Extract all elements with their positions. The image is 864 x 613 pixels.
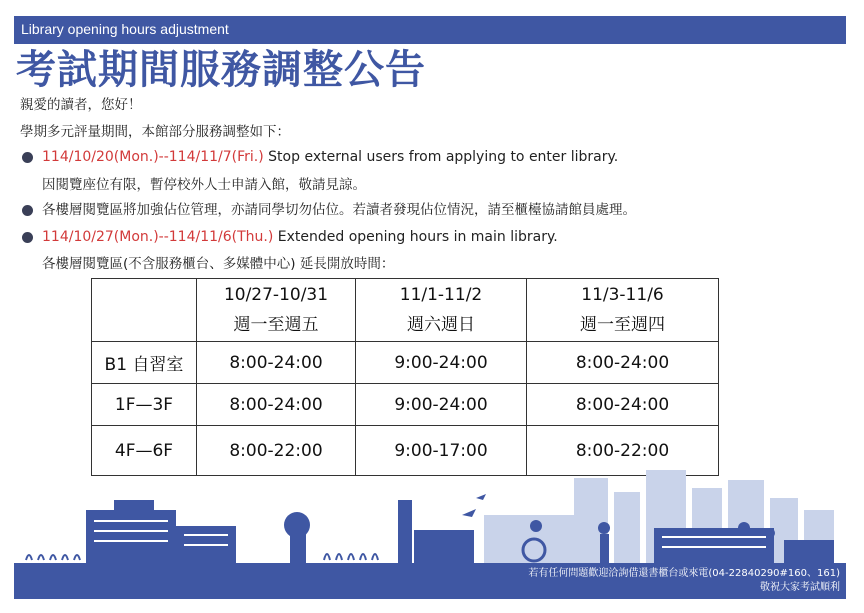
notice-text-2: 各樓層閱覽區將加強佔位管理，亦請同學切勿佔位。若讀者發現佔位情況，請至櫃檯協請館員處理。 (42, 202, 636, 218)
campus-skyline-illustration (14, 470, 846, 565)
notice-sub-3: 各樓層閱覽區(不含服務櫃台、多媒體中心) 延長開放時間： (42, 256, 395, 272)
hours-cell: 8:00-24:00 (197, 342, 356, 384)
notice-text-3: Extended opening hours in main library. (273, 229, 558, 245)
notice-text-1: Stop external users from applying to enter library. (263, 149, 619, 165)
opening-hours-table (91, 278, 719, 476)
column-days: 週六週日 (407, 315, 475, 335)
greeting: 親愛的讀者，您好！ (20, 97, 142, 113)
row-label: B1 自習室 (92, 342, 197, 384)
hours-cell: 9:00-17:00 (356, 426, 527, 476)
bullet-icon (22, 152, 33, 163)
notice-date-3: 114/10/27(Mon.)--114/11/6(Thu.) (42, 229, 274, 245)
hours-cell: 9:00-24:00 (356, 342, 527, 384)
header-bar (14, 16, 846, 44)
notice-item-1 (42, 148, 618, 166)
hours-cell: 8:00-24:00 (527, 384, 719, 426)
column-dates: 11/1-11/2 (399, 285, 483, 305)
table-header-cell (356, 279, 527, 342)
footer-contact-text: 若有任何問題歡迎洽詢借還書櫃台或來電(04-22840290#160、161) (528, 568, 840, 579)
table-row (92, 342, 719, 384)
hours-cell: 9:00-24:00 (356, 384, 527, 426)
hours-cell: 8:00-24:00 (527, 342, 719, 384)
column-dates: 10/27-10/31 (223, 285, 329, 305)
column-days: 週一至週四 (580, 315, 665, 335)
column-days: 週一至週五 (233, 315, 319, 335)
bullet-icon (22, 205, 33, 216)
notice-sub-1: 因閱覽座位有限，暫停校外人士申請入館，敬請見諒。 (42, 177, 366, 193)
table-row (92, 426, 719, 476)
table-row (92, 384, 719, 426)
bullet-icon (22, 232, 33, 243)
column-dates: 11/3-11/6 (581, 285, 664, 305)
notice-item-3 (42, 228, 558, 246)
intro-text: 學期多元評量期間，本館部分服務調整如下： (20, 124, 290, 140)
hours-cell: 8:00-22:00 (527, 426, 719, 476)
row-label: 4F—6F (92, 426, 197, 476)
footer-wish-text: 敬祝大家考試順利 (760, 582, 840, 593)
header-bar-text: Library opening hours adjustment (21, 21, 229, 37)
table-header-cell (527, 279, 719, 342)
row-label: 1F—3F (92, 384, 197, 426)
hours-cell: 8:00-22:00 (197, 426, 356, 476)
table-header-row (92, 279, 719, 342)
hours-cell: 8:00-24:00 (197, 384, 356, 426)
table-corner-cell (92, 279, 197, 342)
table-header-cell (197, 279, 356, 342)
notice-date-1: 114/10/20(Mon.)--114/11/7(Fri.) (42, 149, 264, 165)
page-title: 考試期間服務調整公告 (16, 47, 426, 93)
